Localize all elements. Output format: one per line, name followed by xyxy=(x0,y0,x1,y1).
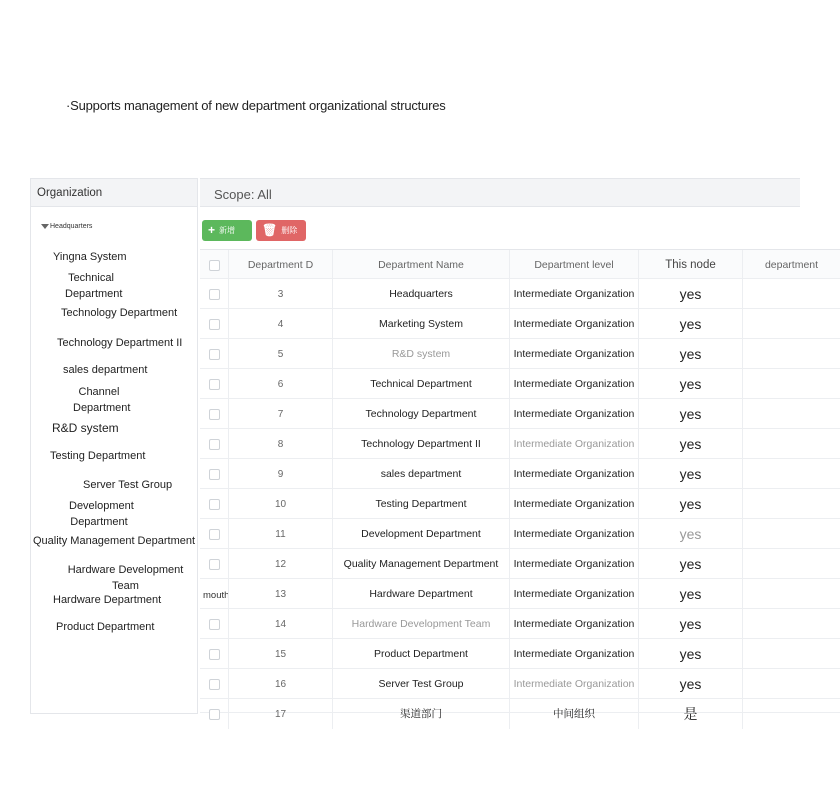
cell-department-id: 17 xyxy=(228,699,332,729)
feature-caption: ·Supports management of new department organizational structures xyxy=(66,98,446,113)
tree-node-technical-department[interactable]: Technical Department xyxy=(65,272,123,300)
row-checkbox[interactable] xyxy=(209,529,220,540)
expand-triangle-icon[interactable] xyxy=(41,224,49,229)
organization-panel-title: Organization xyxy=(31,179,197,207)
cell-department-id: 10 xyxy=(228,489,332,519)
table-row[interactable] xyxy=(200,399,840,429)
row-select-cell[interactable] xyxy=(200,399,228,429)
row-checkbox[interactable] xyxy=(209,289,220,300)
cell-department-id: 7 xyxy=(228,399,332,429)
add-button-label: 新增 xyxy=(219,226,236,235)
row-select-cell[interactable] xyxy=(200,459,228,489)
cell-department-level: Intermediate Organization xyxy=(509,639,638,669)
cell-extra xyxy=(742,429,840,459)
tree-node-product-department[interactable]: Product Department xyxy=(56,621,155,633)
cell-department-level: Intermediate Organization xyxy=(509,309,638,339)
cell-extra xyxy=(742,309,840,339)
cell-this-node: yes xyxy=(638,639,742,669)
cell-this-node: yes xyxy=(638,579,742,609)
column-header-this-node[interactable]: This node xyxy=(638,250,742,280)
cell-department-name: sales department xyxy=(332,459,509,489)
cell-department-level: Intermediate Organization xyxy=(509,519,638,549)
table-row[interactable] xyxy=(200,549,840,579)
cell-this-node: yes xyxy=(638,309,742,339)
row-select-cell[interactable] xyxy=(200,699,228,729)
tree-node-sales-department[interactable]: sales department xyxy=(63,364,148,376)
tree-node-channel-department[interactable]: Channel Department xyxy=(73,386,131,414)
select-all-cell[interactable] xyxy=(200,250,228,280)
row-checkbox[interactable] xyxy=(209,619,220,630)
cell-department-name: Development Department xyxy=(332,519,509,549)
row-checkbox[interactable] xyxy=(209,409,220,420)
cell-extra xyxy=(742,369,840,399)
cell-department-name: Product Department xyxy=(332,639,509,669)
tree-node-hardware-department[interactable]: Hardware Department xyxy=(53,594,162,606)
delete-button-label: 删除 xyxy=(281,226,298,235)
cell-department-name: Technical Department xyxy=(332,369,509,399)
table-row[interactable] xyxy=(200,279,840,309)
cell-department-name: Quality Management Department xyxy=(332,549,509,579)
cell-department-level: Intermediate Organization xyxy=(509,609,638,639)
tree-node-hardware-development-team[interactable]: Hardware Development Team xyxy=(67,564,184,592)
cell-department-id: 15 xyxy=(228,639,332,669)
cell-department-id: 14 xyxy=(228,609,332,639)
tree-node-server-test-group[interactable]: Server Test Group xyxy=(83,479,173,491)
tree-root-label: Headquarters xyxy=(50,223,93,230)
plus-icon: + xyxy=(208,223,216,237)
cell-department-id: 12 xyxy=(228,549,332,579)
row-overlay-text: mouth xyxy=(203,590,230,601)
row-select-cell[interactable] xyxy=(200,669,228,699)
tree-node-testing-department[interactable]: Testing Department xyxy=(50,450,146,462)
cell-this-node: yes xyxy=(638,669,742,699)
department-main-panel xyxy=(200,178,819,722)
row-select-cell[interactable] xyxy=(200,369,228,399)
cell-department-level: 中间组织 xyxy=(509,699,638,729)
select-all-checkbox[interactable] xyxy=(209,260,220,271)
table-row[interactable] xyxy=(200,699,840,722)
cell-department-id: 8 xyxy=(228,429,332,459)
cell-this-node: yes xyxy=(638,369,742,399)
cell-department-name: Technology Department xyxy=(332,399,509,429)
table-header-row xyxy=(200,249,840,279)
cell-department-level: Intermediate Organization xyxy=(509,369,638,399)
column-header-level[interactable]: Department level xyxy=(509,250,638,280)
scope-filter[interactable]: Scope: All xyxy=(200,179,800,207)
table-row[interactable] xyxy=(200,639,840,669)
tree-node-development-department[interactable]: Development Department xyxy=(69,500,134,528)
table-row[interactable] xyxy=(200,489,840,519)
cell-department-name: Hardware Development Team xyxy=(332,609,509,639)
cell-department-name: Headquarters xyxy=(332,279,509,309)
cell-department-name: R&D system xyxy=(332,339,509,369)
row-select-cell[interactable] xyxy=(200,429,228,459)
cell-department-id: 16 xyxy=(228,669,332,699)
cell-department-id: 4 xyxy=(228,309,332,339)
cell-department-name: Hardware Department xyxy=(332,579,509,609)
cell-department-id: 5 xyxy=(228,339,332,369)
row-checkbox[interactable] xyxy=(209,439,220,450)
tree-node-rd-system[interactable]: R&D system xyxy=(52,421,119,435)
delete-button[interactable] xyxy=(256,220,306,241)
cell-extra xyxy=(742,519,840,549)
row-checkbox[interactable] xyxy=(209,679,220,690)
tree-node-yingna-system[interactable]: Yingna System xyxy=(53,251,127,263)
cell-extra xyxy=(742,639,840,669)
cell-extra xyxy=(742,699,840,729)
row-checkbox[interactable] xyxy=(209,649,220,660)
tree-node-technology-department[interactable]: Technology Department xyxy=(61,307,178,319)
table-row[interactable] xyxy=(200,669,840,699)
cell-extra xyxy=(742,399,840,429)
column-header-name[interactable]: Department Name xyxy=(332,250,509,280)
row-select-cell[interactable] xyxy=(200,579,228,609)
row-select-cell[interactable] xyxy=(200,549,228,579)
cell-department-level: Intermediate Organization xyxy=(509,399,638,429)
row-checkbox[interactable] xyxy=(209,379,220,390)
cell-department-name: Technology Department II xyxy=(332,429,509,459)
row-select-cell[interactable] xyxy=(200,309,228,339)
cell-department-level: Intermediate Organization xyxy=(509,459,638,489)
column-header-id[interactable]: Department D xyxy=(228,250,332,280)
cell-extra xyxy=(742,279,840,309)
row-select-cell[interactable] xyxy=(200,339,228,369)
table-row[interactable] xyxy=(200,459,840,489)
cell-department-level: Intermediate Organization xyxy=(509,549,638,579)
cell-extra xyxy=(742,549,840,579)
cell-this-node: yes xyxy=(638,459,742,489)
cell-extra xyxy=(742,489,840,519)
tree-node-technology-department-ii[interactable]: Technology Department II xyxy=(57,337,183,349)
cell-this-node: yes xyxy=(638,549,742,579)
row-checkbox[interactable] xyxy=(209,349,220,360)
row-checkbox[interactable] xyxy=(209,559,220,570)
cell-this-node: yes xyxy=(638,429,742,459)
cell-extra xyxy=(742,609,840,639)
cell-extra xyxy=(742,669,840,699)
row-select-cell[interactable] xyxy=(200,489,228,519)
cell-department-level: Intermediate Organization xyxy=(509,579,638,609)
cell-department-name: Server Test Group xyxy=(332,669,509,699)
cell-this-node: yes xyxy=(638,609,742,639)
cell-department-level: Intermediate Organization xyxy=(509,429,638,459)
row-checkbox[interactable] xyxy=(209,469,220,480)
table-row[interactable] xyxy=(200,339,840,369)
cell-this-node: yes xyxy=(638,489,742,519)
cell-this-node: yes xyxy=(638,519,742,549)
add-button[interactable] xyxy=(202,220,252,241)
row-select-cell[interactable] xyxy=(200,519,228,549)
cell-department-id: 13 xyxy=(228,579,332,609)
table-row[interactable] xyxy=(200,609,840,639)
row-checkbox[interactable] xyxy=(209,319,220,330)
table-row[interactable] xyxy=(200,309,840,339)
cell-this-node: 是 xyxy=(638,699,742,729)
table-row[interactable] xyxy=(200,579,840,609)
row-checkbox[interactable] xyxy=(209,709,220,720)
table-row[interactable] xyxy=(200,519,840,549)
cell-department-level: Intermediate Organization xyxy=(509,279,638,309)
column-header-department[interactable]: department xyxy=(742,250,840,280)
row-select-cell[interactable] xyxy=(200,609,228,639)
cell-department-id: 9 xyxy=(228,459,332,489)
table-row[interactable] xyxy=(200,369,840,399)
tree-root-headquarters[interactable] xyxy=(41,223,92,230)
tree-node-quality-management-department[interactable]: Quality Management Department xyxy=(33,535,196,547)
cell-this-node: yes xyxy=(638,279,742,309)
row-checkbox[interactable] xyxy=(209,499,220,510)
row-select-cell[interactable] xyxy=(200,639,228,669)
cell-department-name: Testing Department xyxy=(332,489,509,519)
row-select-cell[interactable] xyxy=(200,279,228,309)
organization-panel xyxy=(30,178,198,714)
cell-department-name: Marketing System xyxy=(332,309,509,339)
trash-icon: 🗑 xyxy=(262,223,278,237)
cell-this-node: yes xyxy=(638,399,742,429)
cell-extra xyxy=(742,579,840,609)
cell-department-id: 3 xyxy=(228,279,332,309)
cell-extra xyxy=(742,459,840,489)
cell-department-id: 11 xyxy=(228,519,332,549)
cell-department-id: 6 xyxy=(228,369,332,399)
cell-department-level: Intermediate Organization xyxy=(509,669,638,699)
cell-department-level: Intermediate Organization xyxy=(509,489,638,519)
table-row[interactable] xyxy=(200,429,840,459)
cell-department-name: 渠道部门 xyxy=(332,699,509,729)
cell-extra xyxy=(742,339,840,369)
cell-this-node: yes xyxy=(638,339,742,369)
cell-department-level: Intermediate Organization xyxy=(509,339,638,369)
